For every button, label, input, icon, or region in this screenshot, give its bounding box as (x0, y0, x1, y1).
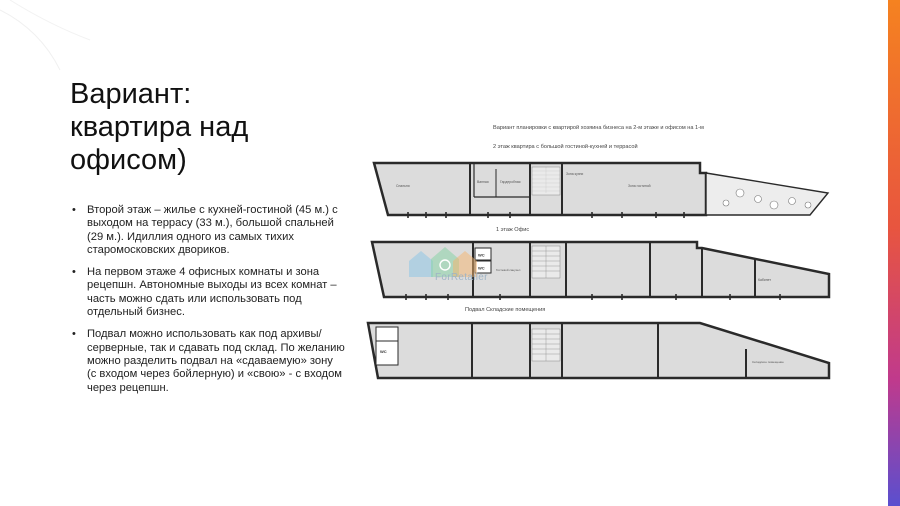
room-label: Гардеробная (500, 180, 521, 184)
bullet-item: • Подвал можно использовать как под архивы/серверные, так и сдавать под склад. По желанию можно разделить подвал на «сдаваемую» зону (с входом через бойлерную) и «свою» - с входом через рецепшн. (70, 328, 345, 394)
decorative-lines (0, 0, 120, 80)
floor2-label: 2 этаж квартира с большой гостиной-кухней и террасой (493, 144, 638, 150)
room-label: Зона кухни (566, 172, 584, 176)
bullet-item: • Второй этаж – жилье с кухней-гостиной (45 м.) с выходом на террасу (33 м.), большой спальней (29 м.). Идиллия одного из самых тихих старомосковских двориков. (70, 204, 345, 257)
title-line: офисом) (70, 144, 187, 176)
room-label: Спальня (396, 184, 410, 188)
wc-label: WC (478, 252, 485, 258)
title-line: квартира над (70, 111, 249, 143)
room-label: Кабинет (758, 278, 771, 282)
title-line: Вариант: (70, 78, 192, 110)
room-label: Складское помещение (752, 360, 784, 364)
floor2-plan (374, 163, 828, 218)
bullet-list (70, 204, 345, 404)
bullet-item: • На первом этаже 4 офисных комнаты и зона рецепшн. Автономные выходы из всех комнат – часть можно сдать или использовать под отдельный бизнес. (70, 266, 345, 319)
basement-plan (368, 323, 829, 378)
room-label: Гостевой санузел (496, 268, 521, 272)
accent-strip (888, 0, 900, 506)
basement-label: Подвал Складские помещения (465, 307, 546, 313)
wc-label: WC (380, 349, 387, 354)
watermark-text: ForRetailer (435, 272, 488, 283)
plan-caption: Вариант планировки с квартирой хозяина бизнеса на 2-м этаже и офисом на 1-м (493, 125, 704, 131)
wc-label: WC (478, 265, 485, 271)
slide-title (70, 78, 350, 177)
room-label: Зона гостиной (628, 184, 651, 188)
room-label: Ванная (477, 180, 489, 184)
floor1-label: 1 этаж Офис (496, 227, 530, 233)
